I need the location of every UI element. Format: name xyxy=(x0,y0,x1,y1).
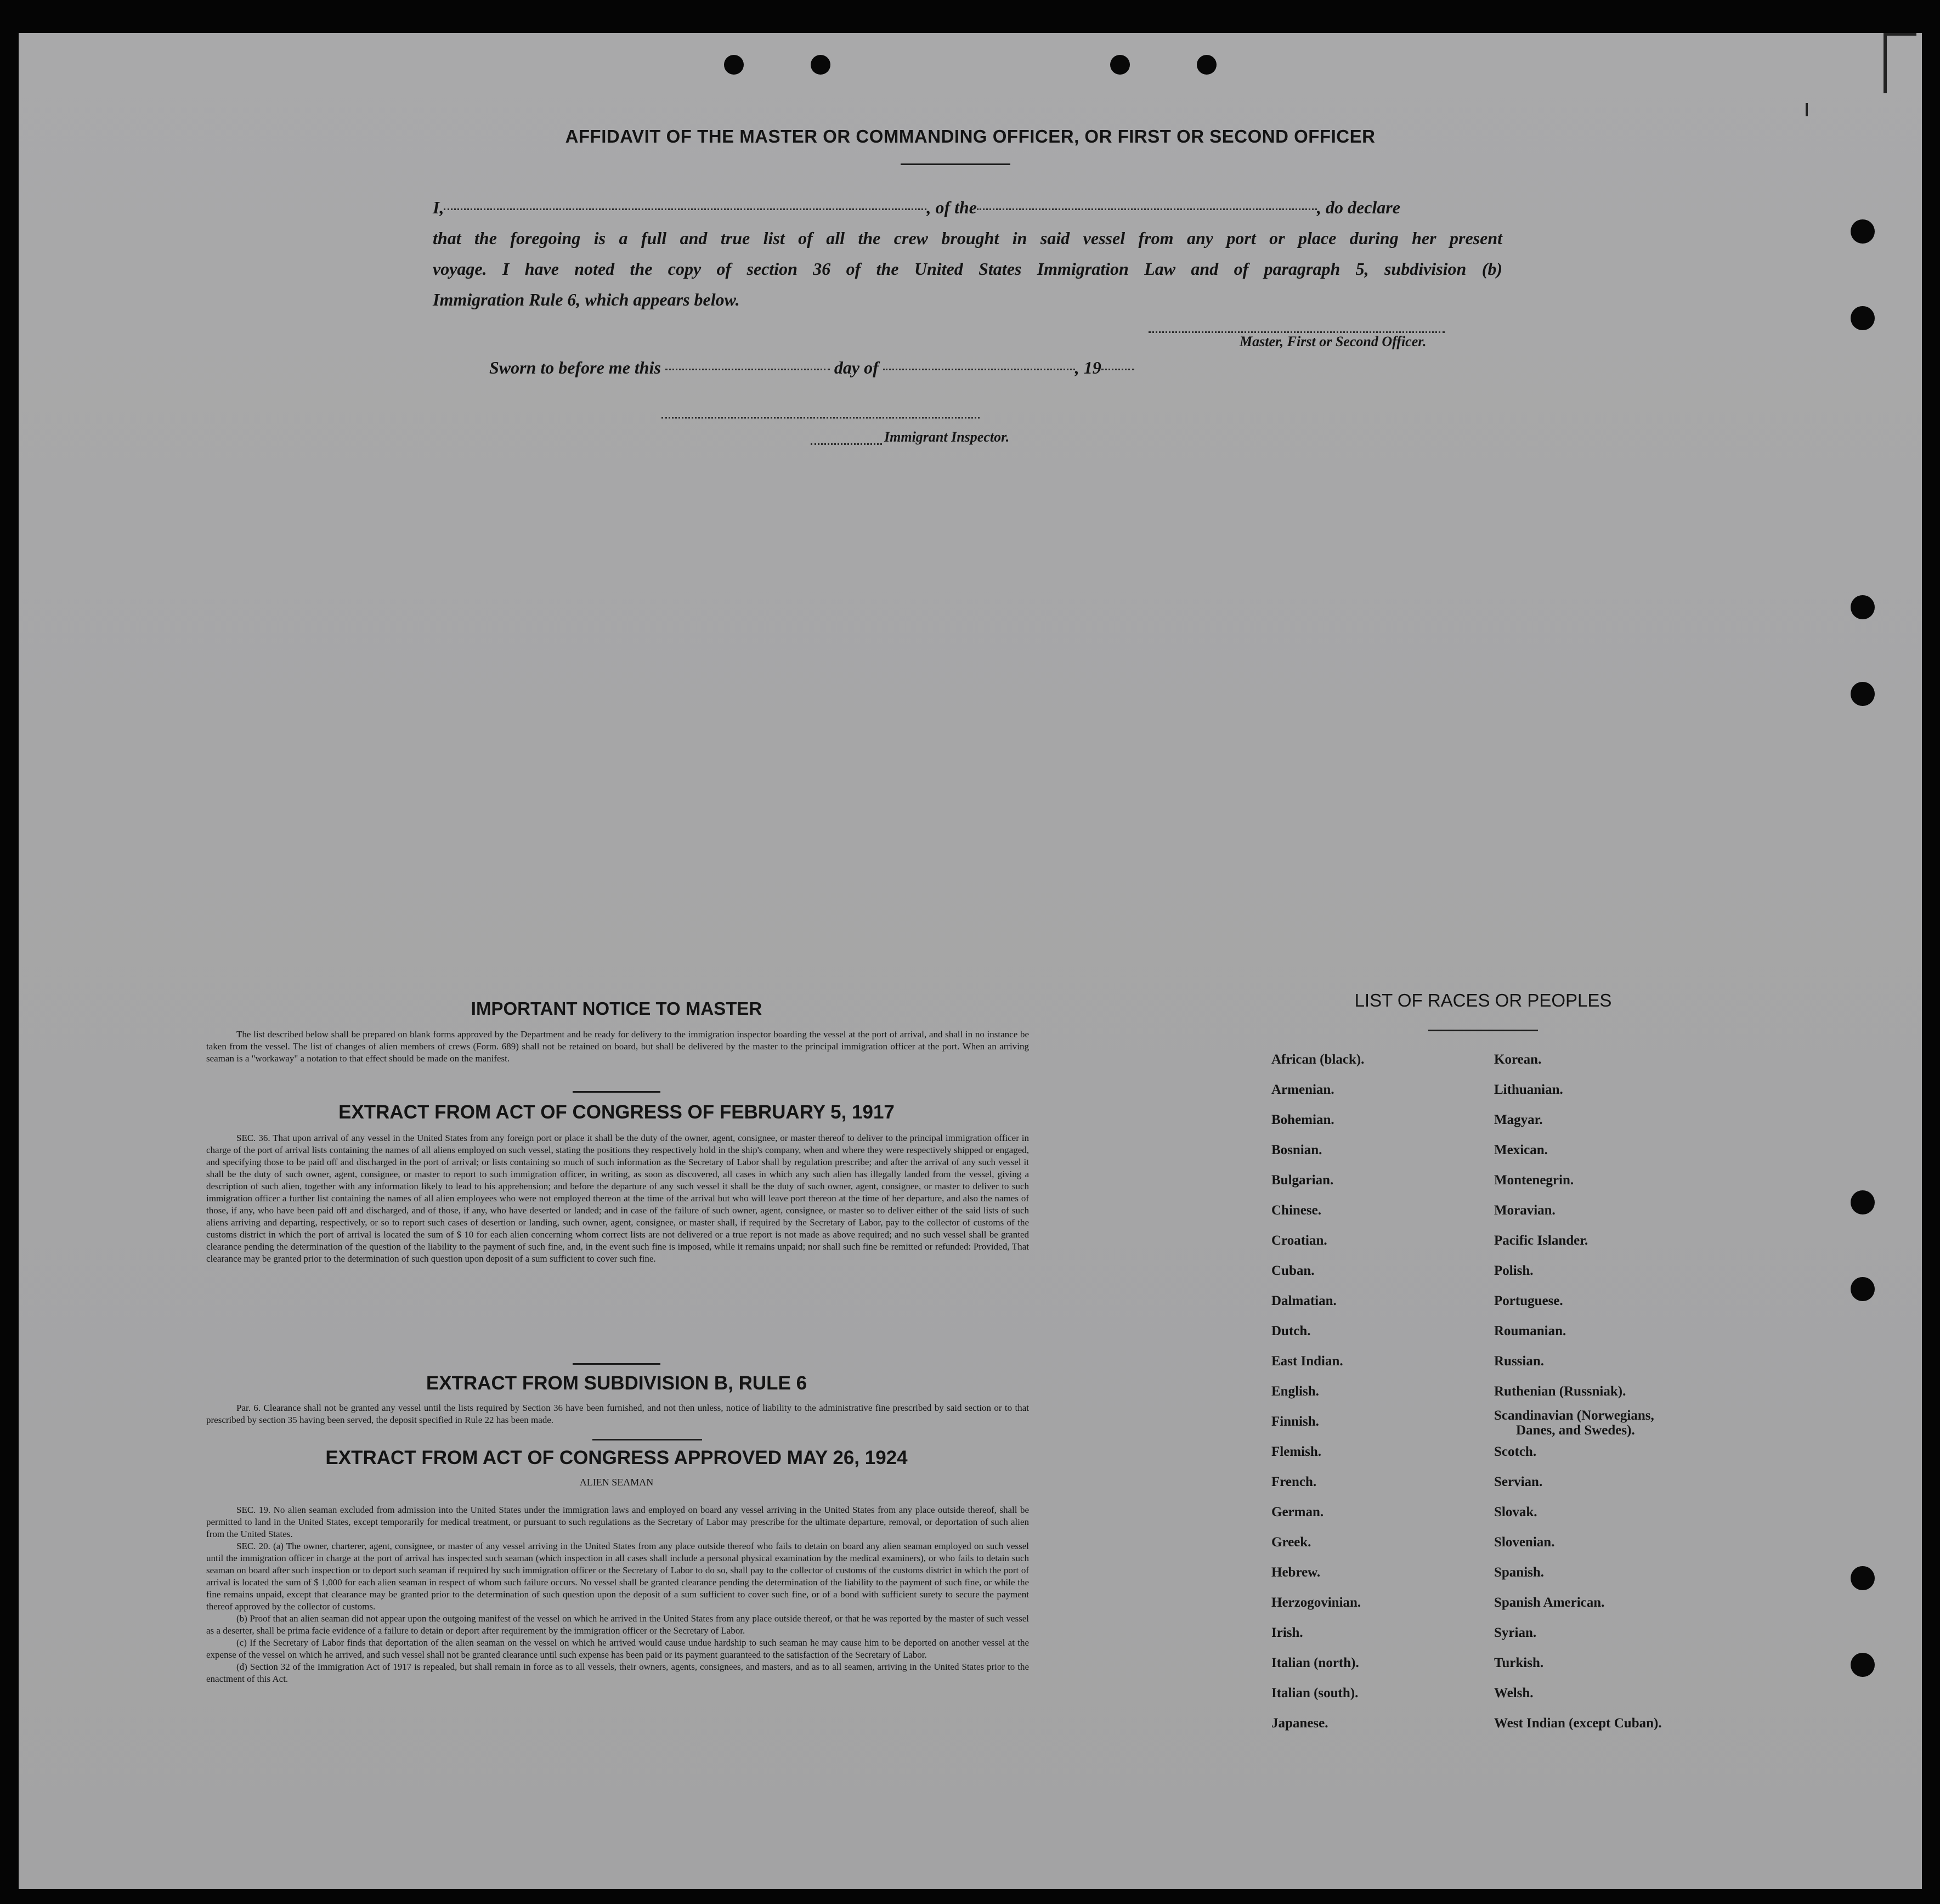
extract-1917-title: EXTRACT FROM ACT OF CONGRESS OF FEBRUARY 5, 1917 xyxy=(338,1101,895,1123)
punch-hole xyxy=(811,55,830,75)
race-item: Turkish. xyxy=(1494,1656,1544,1670)
races-title: LIST OF RACES OR PEOPLES xyxy=(1354,990,1612,1010)
race-item: Magyar. xyxy=(1494,1112,1543,1127)
race-item: Chinese. xyxy=(1271,1203,1321,1218)
par-6-paragraph: Par. 6. Clearance shall not be granted any vessel until the lists required by Section 36 have been furnished, and not then unless, notice of liability to the administrative fine prescribed by said section or to that prescribed by section 35 having been served, the deposit specified in Rule 22 has been made. xyxy=(206,1403,1029,1425)
race-item: Croatian. xyxy=(1271,1233,1327,1248)
scuff-mark xyxy=(1884,33,1916,36)
race-item: Korean. xyxy=(1494,1052,1542,1067)
race-item: Portuguese. xyxy=(1494,1293,1563,1308)
declare-label: , do declare xyxy=(1317,197,1400,217)
race-item: Polish. xyxy=(1494,1263,1534,1278)
race-item: Armenian. xyxy=(1271,1082,1334,1097)
sec-20c-paragraph: (c) If the Secretary of Labor finds that deportation of the alien seaman on the vessel on which he arrived would cause undue hardship to such seaman he may cause him to be deported on another vessel at the expense of the vessel on which he arrived, and such vessel shall not be granted clearance until such expense has been paid or its payment guaranteed to the satisfaction of the Secretary of Labor. xyxy=(206,1637,1029,1660)
race-item: Scandinavian (Norwegians, xyxy=(1494,1408,1654,1423)
inspector-signature-line-short[interactable] xyxy=(811,443,882,445)
punch-hole xyxy=(1851,682,1875,706)
punch-hole xyxy=(1851,306,1875,330)
punch-hole xyxy=(1110,55,1130,75)
sworn-month-blank[interactable] xyxy=(883,369,1075,370)
race-item: Welsh. xyxy=(1494,1686,1534,1700)
race-item: Italian (south). xyxy=(1271,1686,1359,1700)
sec-20a-paragraph: SEC. 20. (a) The owner, charterer, agent, consignee, or master of any vessel arriving in the United States from any place outside thereof who fails to detain on board any alien seaman employed on such vessel until the immigration officer in charge at the port of arrival has inspected such seaman (which inspection in all cases shall include a personal physical examination by the medical examiners), or who fails to detain such seaman on board after such inspection or to deport such seaman if required by such immigration officer or the Secretary of Labor to do so, shall pay to the collector of customs of the customs district in which the port of arrival is located the sum of $ 1,000 for each alien seaman in respect of whom such failure occurs. No vessel shall be granted clearance pending the determination of the liability to the payment of such fine, or while the fine remains unpaid, except that clearance may be granted prior to the determination of such question upon the deposit of a sum sufficient to cover such fine, or of a bond with sufficient surety to secure the payment thereof approved by the collector of customs. xyxy=(206,1541,1029,1612)
master-signature-label: Master, First or Second Officer. xyxy=(1240,334,1427,349)
race-item: Slovenian. xyxy=(1494,1535,1555,1550)
race-item: Flemish. xyxy=(1271,1444,1321,1459)
race-item: Finnish. xyxy=(1271,1414,1319,1429)
declarant-prefix: I, xyxy=(433,197,444,217)
scuff-mark xyxy=(1884,33,1887,93)
sworn-year-label: , 19 xyxy=(1074,358,1101,377)
punch-hole xyxy=(1851,219,1875,244)
race-item: Italian (north). xyxy=(1271,1656,1359,1670)
sworn-prefix: Sworn to before me this xyxy=(489,358,661,377)
race-item: Roumanian. xyxy=(1494,1324,1566,1338)
race-item: Mexican. xyxy=(1494,1143,1548,1157)
race-item: Cuban. xyxy=(1271,1263,1315,1278)
punch-hole xyxy=(1851,1653,1875,1677)
punch-hole xyxy=(1851,1277,1875,1301)
race-item: German. xyxy=(1271,1505,1324,1519)
affidavit-title: AFFIDAVIT OF THE MASTER OR COMMANDING OFFICER, OR FIRST OR SECOND OFFICER xyxy=(565,126,1376,146)
race-item: African (black). xyxy=(1271,1052,1365,1067)
punch-hole xyxy=(1851,1190,1875,1214)
notice-body xyxy=(206,1029,1029,1065)
sec-36-paragraph: SEC. 36. That upon arrival of any vessel in the United States from any foreign port or place it shall be the duty of the owner, agent, consignee, or master thereof to deliver to the principal immigration officer in charge of the port of arrival lists containing the names of all aliens employed on such vessel, stating the positions they respectively hold in the ship's company, when and where they were respectively shipped or engaged, and specifying those to be paid off and discharged in the port of arrival; or lists containing so much of such information as the Secretary of Labor shall by regulation prescribe; and after the arrival of any such vessel it shall be the duty of such owner, agent, consignee, or master to report to such immigration officer, in writing, as soon as discovered, all cases in which any such alien has illegally landed from the vessel, giving a description of such alien, together with any information likely to lead to his apprehension; and before the departure of any such vessel it shall be the duty of such owner, agent, consignee, or master to deliver to such immigration officer a further list containing the names of all alien employees who were not employed thereon at the time of the arrival but who will leave port thereon at the time of her departure, and also the names of those, if any, who have been paid off and discharged, and of those, if any, who have deserted or landed; and in case of the failure of such owner, agent, consignee, or master so to deliver either of the said lists of such aliens arriving and departing, respectively, or so to report such cases of desertion or landing, such owner, agent, consignee, or master shall, if required by the Secretary of Labor, pay to the collector of customs of the customs district in which the port of arrival is located the sum of $ 10 for each alien concerning whom correct lists are not delivered or a true report is not made as above required; and no such vessel shall be granted clearance pending the determination of the question of the liability to the payment of such fine, and, in the event such fine is imposed, while it remains unpaid; nor shall such fine be remitted or refunded: Provided, That clearance may be granted prior to the determination of such question upon deposit of a sum sufficient to cover such fine. xyxy=(206,1133,1029,1264)
sworn-day-label: day of xyxy=(834,358,879,377)
race-item: Spanish. xyxy=(1494,1565,1545,1580)
of-the-label: , of the xyxy=(926,197,977,217)
affidavit-text-line: that the foregoing is a full and true list of all the crew brought in said vessel from any port or place during her present xyxy=(433,228,1502,248)
race-item: Russian. xyxy=(1494,1354,1545,1369)
section-divider xyxy=(573,1091,660,1093)
races-title-divider xyxy=(1428,1030,1538,1031)
race-item: Pacific Islander. xyxy=(1494,1233,1588,1248)
sec-20d-paragraph: (d) Section 32 of the Immigration Act of 1917 is repealed, but shall remain in force as to all vessels, their owners, agents, consignees, and masters, and as to all seamen, arriving in the United States prior to the enactment of this Act. xyxy=(206,1662,1029,1684)
race-item: Moravian. xyxy=(1494,1203,1556,1218)
inspector-signature-line[interactable] xyxy=(661,417,980,419)
section-divider xyxy=(573,1363,660,1365)
master-signature-line[interactable] xyxy=(1149,331,1445,333)
notice-title: IMPORTANT NOTICE TO MASTER xyxy=(471,998,762,1019)
extract-1917-body xyxy=(206,1132,1029,1265)
section-divider xyxy=(592,1439,702,1440)
race-item: Greek. xyxy=(1271,1535,1311,1550)
scuff-mark xyxy=(1806,103,1808,116)
race-item: Bosnian. xyxy=(1271,1143,1322,1157)
affidavit-text-line: voyage. I have noted the copy of section 36 of the United States Immigration Law and of paragraph 5, subdivision (b) xyxy=(433,259,1502,279)
race-item: English. xyxy=(1271,1384,1319,1399)
sec-20b-paragraph: (b) Proof that an alien seaman did not appear upon the outgoing manifest of the vessel on which he arrived in the United States from any place outside thereof, or that he was reported by the master of such vessel as a deserter, shall be prima facie evidence of a failure to detain or deport after requirement by the immigration officer or the Secretary of Labor. xyxy=(206,1613,1029,1636)
punch-hole xyxy=(1851,595,1875,619)
race-item: Japanese. xyxy=(1271,1716,1328,1731)
form-sheet xyxy=(19,33,1922,1889)
race-item: Bohemian. xyxy=(1271,1112,1334,1127)
extract-1924-subtitle: ALIEN SEAMAN xyxy=(579,1477,654,1488)
race-item: Syrian. xyxy=(1494,1625,1537,1640)
race-item: Servian. xyxy=(1494,1474,1543,1489)
punch-hole xyxy=(724,55,744,75)
race-item: Dalmatian. xyxy=(1271,1293,1337,1308)
race-item: French. xyxy=(1271,1474,1317,1489)
race-item: Dutch. xyxy=(1271,1324,1311,1338)
race-item: Herzogovinian. xyxy=(1271,1595,1361,1610)
race-item: Scotch. xyxy=(1494,1444,1537,1459)
race-item: Irish. xyxy=(1271,1625,1303,1640)
race-item: Ruthenian (Russniak). xyxy=(1494,1384,1626,1399)
race-item: Lithuanian. xyxy=(1494,1082,1563,1097)
race-item: Slovak. xyxy=(1494,1505,1537,1519)
race-item: Bulgarian. xyxy=(1271,1173,1334,1188)
race-item: Montenegrin. xyxy=(1494,1173,1574,1188)
race-item: West Indian (except Cuban). xyxy=(1494,1716,1662,1731)
extract-rule6-title: EXTRACT FROM SUBDIVISION B, RULE 6 xyxy=(426,1372,807,1394)
extract-rule6-body xyxy=(206,1402,1029,1426)
notice-paragraph: The list described below shall be prepared on blank forms approved by the Department and be ready for delivery to the immigration inspector boarding the vessel at the port of arrival, and shall in no instance be taken from the vessel. The list of changes of alien members of crews (Form. 689) shall not be retained on board, but shall be delivered by the master to the principal immigration officer at the port. When an arriving seaman is a "workaway" a notation to that effect should be made on the manifest. xyxy=(206,1029,1029,1064)
vessel-blank[interactable] xyxy=(977,208,1317,210)
inspector-label: Immigrant Inspector. xyxy=(884,429,1010,445)
race-item: Hebrew. xyxy=(1271,1565,1321,1580)
title-divider xyxy=(901,163,1010,165)
punch-hole xyxy=(1197,55,1217,75)
punch-hole xyxy=(1851,1566,1875,1590)
extract-1924-body xyxy=(206,1504,1029,1685)
race-item: East Indian. xyxy=(1271,1354,1343,1369)
sworn-day-blank[interactable] xyxy=(665,369,830,370)
race-item: Danes, and Swedes). xyxy=(1516,1423,1635,1438)
name-blank[interactable] xyxy=(444,208,926,210)
sworn-line xyxy=(489,358,1202,378)
sec-19-paragraph: SEC. 19. No alien seaman excluded from admission into the United States under the immigration laws and employed on board any vessel arriving in the United States from any place outside thereof, shall be permitted to land in the United States, except temporarily for medical treatment, or pursuant to such regulations as the Secretary of Labor may prescribe for the ultimate departure, removal, or deportation of such alien from the United States. xyxy=(206,1505,1029,1539)
affidavit-text-line: Immigration Rule 6, which appears below. xyxy=(433,290,740,309)
declarant-line xyxy=(433,197,1502,218)
extract-1924-title: EXTRACT FROM ACT OF CONGRESS APPROVED MAY 26, 1924 xyxy=(325,1447,908,1468)
sworn-year-blank[interactable] xyxy=(1101,369,1134,370)
race-item: Spanish American. xyxy=(1494,1595,1605,1610)
